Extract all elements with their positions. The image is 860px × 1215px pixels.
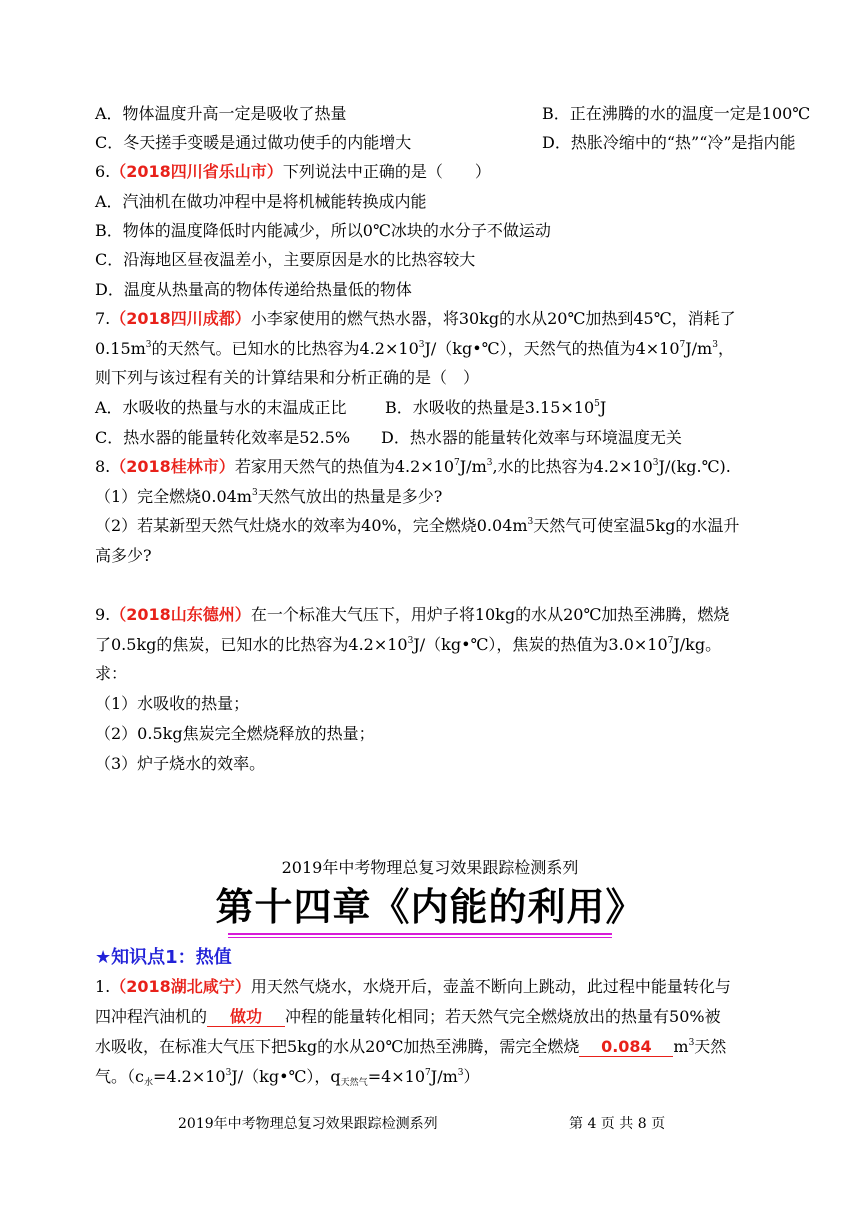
q7-sup-2: 3 (418, 340, 425, 350)
ch14-q1-sup-4: 3 (457, 1068, 464, 1078)
q7-text-2g: J/m (685, 339, 713, 358)
q7-text-2e: J/（kg•℃），天然气的热值为4×10 (424, 339, 680, 358)
ch14-q1-text-2b: 冲程的能量转化相同；若天然气完全燃烧放出的热量有50%被 (285, 1007, 721, 1026)
q6-source: （2018四川省乐山市） (110, 162, 283, 181)
q8-sup-1: 7 (454, 458, 460, 468)
q9-sup-1: 3 (407, 636, 414, 646)
q8-part-1-text: （1）完全燃烧0.04m (95, 487, 252, 506)
ch14-q1-text-3a: 水吸收，在标准大气压下把5kg的水从20℃加热至沸腾，需完全燃烧 (95, 1037, 580, 1056)
q8-text-1g: J/(kg.℃). (658, 457, 731, 476)
q9-stem-line-3: 求： (95, 664, 128, 683)
q6-option-b: B．物体的温度降低时内能减少，所以0℃冰块的水分子不做运动 (95, 221, 551, 240)
knowledge-point-heading: ★知识点1：热值 (95, 947, 232, 968)
q7-option-b (385, 398, 606, 418)
q7-text-1: 小李家使用的燃气热水器，将30kg的水从20℃加热到45℃，消耗了 (250, 309, 736, 328)
footer-page-number: 第 4 页 共 8 页 (569, 1116, 666, 1132)
q6-option-a: A．汽油机在做功冲程中是将机械能转换成内能 (95, 192, 427, 211)
ch14-q1-text-1: 用天然气烧水，水烧开后，壶盖不断向上跳动，此过程中能量转化与 (250, 977, 731, 996)
q8-part-1-text-end: 天然气放出的热量是多少? (257, 487, 443, 506)
q6-option-c: C．沿海地区昼夜温差小，主要原因是水的比热容较大 (95, 250, 476, 269)
q9-text-2c: J/（kg•℃），焦炭的热值为3.0×10 (413, 635, 668, 654)
q9-stem-line-1 (95, 605, 729, 625)
ch14-q1-source: （2018湖北咸宁） (110, 977, 251, 996)
q9-part-3: （3）炉子烧水的效率。 (95, 754, 266, 773)
q6-stem (95, 162, 491, 182)
q8-text-1e: ,水的比热容为4.2×10 (492, 457, 653, 476)
q8-number: 8. (95, 457, 111, 476)
q8-text-1: 若家用天然气的热值为4.2×10 (234, 457, 455, 476)
series-title: 2019年中考物理总复习效果跟踪检测系列 (281, 858, 579, 877)
q9-text-1: 在一个标准大气压下，用炉子将10kg的水从20℃加热至沸腾，燃烧 (250, 605, 730, 624)
ch14-q1-number: 1. (95, 977, 111, 996)
q8-part-2-cont: 高多少? (95, 546, 152, 565)
ch14-q1-text-4c: =4.2×10 (152, 1067, 226, 1086)
ch14-q1-sub-1: 水 (143, 1078, 153, 1088)
q8-part-2-text-end: 天然气可使室温5kg的水温升 (533, 516, 740, 535)
q8-part-2-sup: 3 (527, 517, 534, 527)
ch14-q1-answer-blank-1: 做功 (207, 1008, 285, 1027)
ch14-q1-sup-1: 3 (688, 1038, 695, 1048)
ch14-q1-text-2a: 四冲程汽油机的 (95, 1007, 208, 1026)
ch14-q1-line-3 (95, 1037, 726, 1057)
q7-source: （2018四川成都） (110, 309, 251, 328)
chapter-title: 第十四章《内能的利用》 (215, 885, 645, 929)
q5-option-d: D．热胀冷缩中的“热”“冷”是指内能 (542, 133, 796, 152)
q9-source: （2018山东德州） (110, 605, 251, 624)
q6-number: 6. (95, 162, 111, 181)
ch14-q1-line-1 (95, 977, 731, 997)
q9-number: 9. (95, 605, 111, 624)
q8-part-1-sup: 3 (251, 488, 258, 498)
ch14-q1-sub-2: 天然气 (340, 1078, 368, 1088)
ch14-q1-text-4i: J/m (430, 1067, 458, 1086)
q9-text-2e: J/kg。 (673, 635, 722, 654)
chapter-underline (228, 933, 612, 935)
q9-text-2a: 了0.5kg的焦炭，已知水的比热容为4.2×10 (95, 635, 408, 654)
ch14-q1-text-4k: ） (463, 1067, 480, 1086)
q5-option-row-2 (95, 133, 796, 153)
ch14-q1-text-4g: =4×10 (367, 1067, 426, 1086)
q6-text: 下列说法中正确的是（ ） (282, 162, 491, 181)
q7-stem-line-2 (95, 339, 734, 359)
q5-option-row-1 (95, 104, 811, 124)
q7-option-a: A．水吸收的热量与水的末温成正比 (95, 398, 347, 417)
q5-option-b: B．正在沸腾的水的温度一定是100℃ (542, 104, 811, 123)
ch14-q1-answer-blank-2: 0.084 (579, 1038, 673, 1057)
q8-stem (95, 457, 731, 477)
q8-source: （2018桂林市） (110, 457, 235, 476)
ch14-q1-text-4a: 气。（c (95, 1067, 144, 1086)
q7-text-2c: 的天然气。已知水的比热容为4.2×10 (151, 339, 419, 358)
q9-stem-line-2 (95, 635, 721, 655)
q7-option-b-unit: J (599, 398, 607, 417)
ch14-q1-line-2 (95, 1007, 721, 1027)
q7-option-row-2 (95, 428, 682, 448)
ch14-q1-text-4e: J/（kg•℃），q (231, 1067, 341, 1086)
ch14-q1-line-4 (95, 1067, 480, 1087)
q7-text-2a: 0.15m (95, 339, 146, 358)
q7-stem-line-1 (95, 309, 736, 329)
ch14-q1-sup-3: 7 (425, 1068, 431, 1078)
q7-text-2i: ， (717, 339, 734, 358)
q8-sup-2: 3 (486, 458, 493, 468)
q7-option-d: D．热水器的能量转化效率与环境温度无关 (381, 428, 682, 447)
q7-stem-line-3: 则下列与该过程有关的计算结果和分析正确的是（ ） (95, 368, 480, 387)
q7-sup-4: 3 (712, 340, 718, 350)
q9-part-1: （1）水吸收的热量； (95, 694, 250, 713)
q7-sup-3: 7 (679, 340, 686, 350)
q7-option-b-text: B．水吸收的热量是3.15×10 (385, 398, 595, 417)
q7-option-b-sup: 5 (594, 399, 600, 409)
q8-sup-3: 3 (652, 458, 659, 468)
q7-option-c: C．热水器的能量转化效率是52.5% (95, 428, 351, 447)
q5-option-c: C．冬天搓手变暖是通过做功使手的内能增大 (95, 133, 412, 152)
q8-part-2-text: （2）若某新型天然气灶烧水的效率为40%，完全燃烧0.04m (95, 516, 528, 535)
q7-number: 7. (95, 309, 111, 328)
q8-text-1c: J/m (459, 457, 487, 476)
q8-part-1 (95, 487, 442, 507)
ch14-q1-sup-2: 3 (225, 1068, 232, 1078)
q8-part-2 (95, 516, 739, 536)
q9-sup-2: 7 (667, 636, 674, 646)
ch14-q1-text-3d: 天然 (694, 1037, 727, 1056)
q7-sup-1: 3 (145, 340, 152, 350)
q5-option-a: A．物体温度升高一定是吸收了热量 (95, 104, 347, 123)
q6-option-d: D．温度从热量高的物体传递给热量低的物体 (95, 280, 412, 299)
chapter-underline-thin (228, 937, 612, 938)
footer-series: 2019年中考物理总复习效果跟踪检测系列 (178, 1116, 438, 1132)
ch14-q1-text-3b: m (673, 1037, 689, 1056)
q9-part-2: （2）0.5kg焦炭完全燃烧释放的热量； (95, 724, 375, 743)
